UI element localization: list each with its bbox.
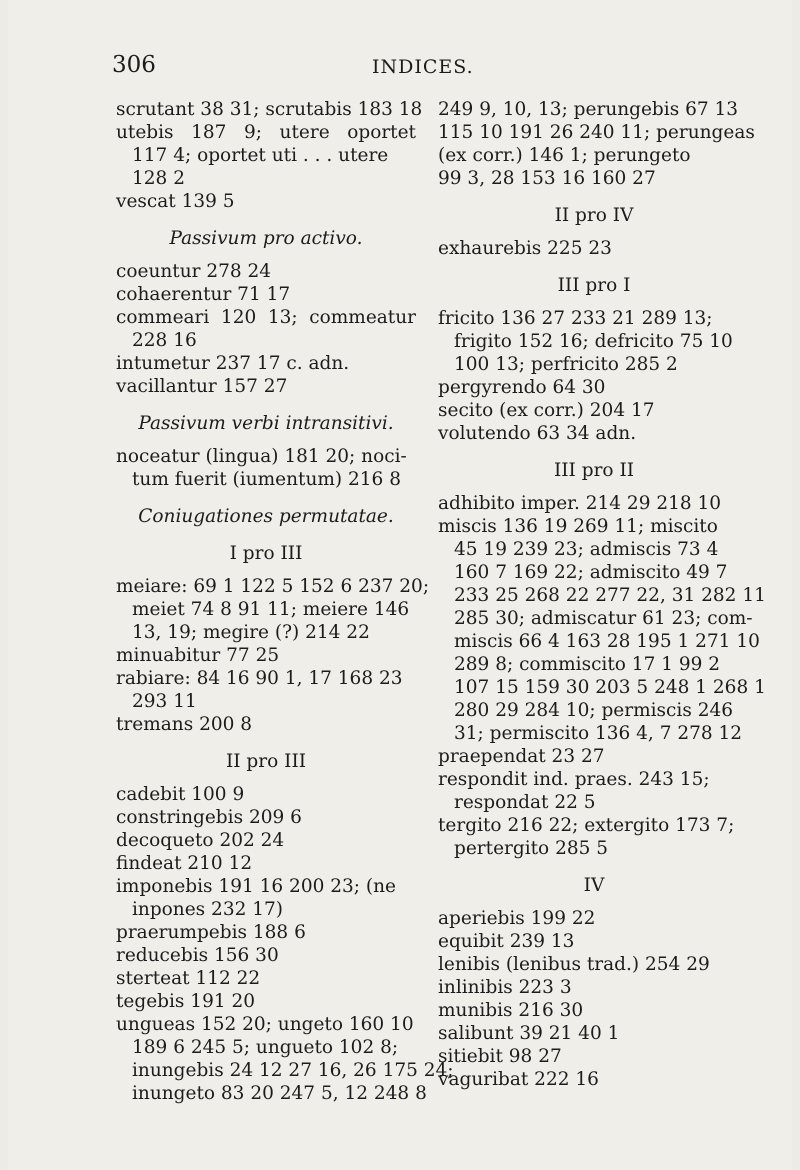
- index-entry-line: salibunt 39 21 40 1: [438, 1023, 620, 1044]
- index-entry-line: imponebis 191 16 200 23; (ne: [116, 876, 396, 897]
- index-entry-line: pergyrendo 64 30: [438, 377, 606, 398]
- index-entry-line: 293 11: [132, 691, 197, 712]
- index-entry-line: 45 19 239 23; admiscis 73 4: [454, 539, 719, 560]
- index-entry-line: vescat 139 5: [116, 191, 235, 212]
- index-entry-line: vacillantur 157 27: [116, 376, 288, 397]
- index-entry-line: 289 8; commiscito 17 1 99 2: [454, 654, 721, 675]
- index-entry-line: aperiebis 199 22: [438, 908, 596, 929]
- index-entry-line: 107 15 159 30 203 5 248 1 268 1: [454, 677, 766, 698]
- index-entry-line: tegebis 191 20: [116, 991, 256, 1012]
- index-entry-line: pertergito 285 5: [454, 838, 609, 859]
- section-heading: Passivum verbi intransitivi.: [138, 413, 394, 434]
- index-entry-line: 128 2: [132, 168, 185, 189]
- index-entry-line: rabiare: 84 16 90 1, 17 168 23: [116, 668, 403, 689]
- index-entry-line: tum fuerit (iumentum) 216 8: [132, 469, 401, 490]
- page-number: 306: [112, 52, 156, 78]
- index-entry-line: volutendo 63 34 adn.: [438, 423, 637, 444]
- index-entry-line: inlinibis 223 3: [438, 977, 572, 998]
- index-entry-line: 117 4; oportet uti . . . utere: [132, 145, 389, 166]
- index-entry-line: meiet 74 8 91 11; meiere 146: [132, 599, 410, 620]
- subsection-heading: III pro II: [553, 460, 635, 481]
- book-page: [8, 0, 792, 1170]
- index-entry-line: sitiebit 98 27: [438, 1046, 562, 1067]
- index-entry-line: tergito 216 22; extergito 173 7;: [438, 815, 735, 836]
- index-entry-line: fricito 136 27 233 21 289 13;: [438, 308, 713, 329]
- subsection-heading: I pro III: [229, 543, 303, 564]
- subsection-heading: III pro I: [557, 275, 631, 296]
- index-entry-line: ungueas 152 20; ungeto 160 10: [116, 1014, 414, 1035]
- index-entry-line: scrutant 38 31; scrutabis 183 18: [116, 99, 423, 120]
- index-entry-line: adhibito imper. 214 29 218 10: [438, 493, 722, 514]
- index-entry-line: (ex corr.) 146 1; perungeto: [438, 145, 691, 166]
- left-column: [116, 98, 454, 1105]
- index-entry-line: praerumpebis 188 6: [116, 922, 306, 943]
- index-entry-line: 280 29 284 10; permiscis 246: [454, 700, 734, 721]
- index-entry-line: intumetur 237 17 c. adn.: [116, 353, 350, 374]
- index-entry-line: 13, 19; megire (?) 214 22: [132, 622, 370, 643]
- index-entry-line: lenibis (lenibus trad.) 254 29: [438, 954, 710, 975]
- index-entry-line: inpones 232 17): [132, 899, 283, 920]
- subsection-heading: II pro IV: [554, 205, 634, 226]
- index-entry-line: inungeto 83 20 247 5, 12 248 8: [132, 1083, 427, 1104]
- index-entry-line: constringebis 209 6: [116, 807, 302, 828]
- page-header: [8, 52, 792, 86]
- subsection-heading: II pro III: [225, 751, 307, 772]
- section-heading: Passivum pro activo.: [169, 228, 363, 249]
- index-entry-line: secito (ex corr.) 204 17: [438, 400, 655, 421]
- index-entry-line: 233 25 268 22 277 22, 31 282 11: [454, 585, 766, 606]
- index-entry-line: inungebis 24 12 27 16, 26 175 24;: [132, 1060, 454, 1081]
- index-entry-line: coeuntur 278 24: [116, 261, 272, 282]
- index-entry-line: vaguribat 222 16: [438, 1069, 599, 1090]
- index-entry-line: 31; permiscito 136 4, 7 278 12: [454, 723, 743, 744]
- index-entry-line: praependat 23 27: [438, 746, 605, 767]
- running-title: INDICES.: [372, 56, 474, 78]
- index-entry-line: 99 3, 28 153 16 160 27: [438, 168, 656, 189]
- subsection-heading: IV: [583, 875, 605, 896]
- index-entry-line: meiare: 69 1 122 5 152 6 237 20;: [116, 576, 430, 597]
- index-entry-line: cadebit 100 9: [116, 784, 245, 805]
- index-entry-line: munibis 216 30: [438, 1000, 584, 1021]
- index-entry-line: 115 10 191 26 240 11; perungeas: [438, 122, 755, 143]
- section-heading: Coniugationes permutatae.: [138, 506, 394, 527]
- index-entry-line: commeari 120 13; commeatur: [116, 307, 416, 328]
- index-entry-line: cohaerentur 71 17: [116, 284, 291, 305]
- index-entry-line: reducebis 156 30: [116, 945, 279, 966]
- index-entry-line: 228 16: [132, 330, 197, 351]
- index-entry-line: 285 30; admiscatur 61 23; com-: [454, 608, 753, 629]
- index-entry-line: miscis 136 19 269 11; miscito: [438, 516, 718, 537]
- index-entry-line: utebis 187 9; utere oportet: [116, 122, 416, 143]
- index-entry-line: 160 7 169 22; admiscito 49 7: [454, 562, 728, 583]
- index-entry-line: noceatur (lingua) 181 20; noci-: [116, 446, 407, 467]
- index-entry-line: equibit 239 13: [438, 931, 575, 952]
- index-entry-line: 100 13; perfricito 285 2: [454, 354, 678, 375]
- index-entry-line: tremans 200 8: [116, 714, 253, 735]
- index-entry-line: 249 9, 10, 13; perungebis 67 13: [438, 99, 739, 120]
- index-entry-line: findeat 210 12: [116, 853, 253, 874]
- index-entry-line: minuabitur 77 25: [116, 645, 280, 666]
- index-entry-line: miscis 66 4 163 28 195 1 271 10: [454, 631, 760, 652]
- index-entry-line: decoqueto 202 24: [116, 830, 285, 851]
- index-entry-line: respondit ind. praes. 243 15;: [438, 769, 710, 790]
- index-entry-line: frigito 152 16; defricito 75 10: [454, 331, 733, 352]
- index-entry-line: sterteat 112 22: [116, 968, 261, 989]
- index-entry-line: respondat 22 5: [454, 792, 596, 813]
- right-column: [438, 98, 766, 1091]
- index-entry-line: 189 6 245 5; ungueto 102 8;: [132, 1037, 399, 1058]
- index-entry-line: exhaurebis 225 23: [438, 238, 612, 259]
